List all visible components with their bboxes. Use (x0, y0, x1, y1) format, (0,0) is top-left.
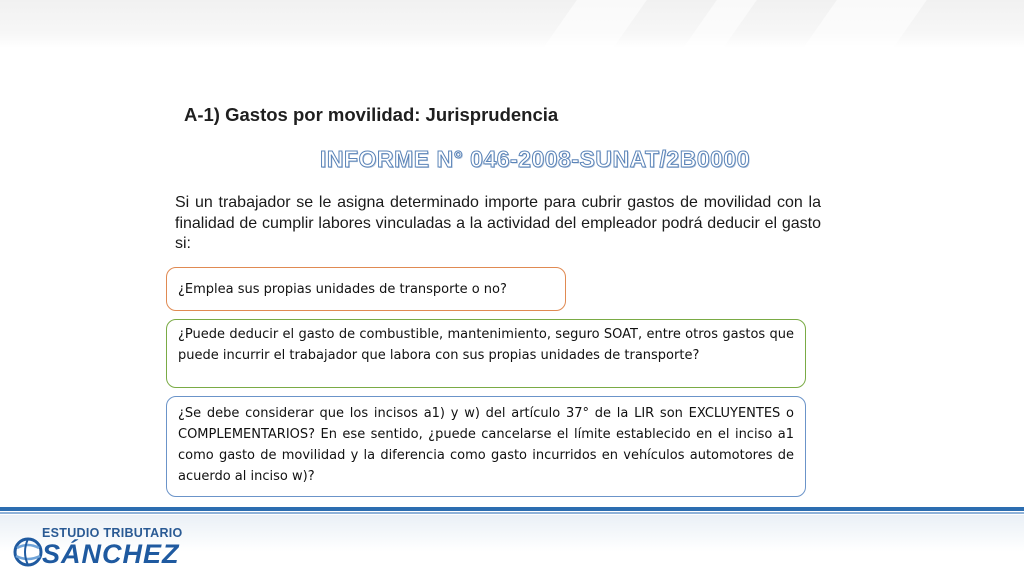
question-box-2: ¿Puede deducir el gasto de combustible, mantenimiento, seguro SOAT, entre otros gastos que puede incurrir el trabajador que labora con sus propias unidades de transporte? (166, 319, 806, 388)
header-facet (683, 0, 757, 48)
header-facet (543, 0, 647, 48)
footer-divider (0, 507, 1024, 515)
question-box-3: ¿Se debe considerar que los incisos a1) y w) del artículo 37° de la LIR son EXCLUYENTES o COMPLEMENTARIOS? En ese sentido, ¿puede cancelarse el límite establecido en el inciso a1 como gasto de movilidad y la diferencia como gasto incurridos en vehículos automotores de acuerdo al inciso w)? (166, 396, 806, 497)
intro-paragraph: Si un trabajador se le asigna determinado importe para cubrir gastos de movilidad con la finalidad de cumplir labores vinculadas a la actividad del empleador podrá deducir el gasto si: (175, 194, 821, 252)
slide-subtitle: A-1) Gastos por movilidad: Jurisprudencia (184, 104, 559, 125)
logo-line2: SÁNCHEZ (42, 539, 180, 569)
question-box-1: ¿Emplea sus propias unidades de transporte o no? (166, 267, 566, 311)
globe-icon (12, 536, 44, 568)
slide-title: INFORME N° 046-2008-SUNAT/2B0000 (320, 146, 750, 172)
header-facet (803, 0, 927, 48)
logo-line1: ESTUDIO TRIBUTARIO (42, 526, 183, 540)
header-band (0, 0, 1024, 48)
